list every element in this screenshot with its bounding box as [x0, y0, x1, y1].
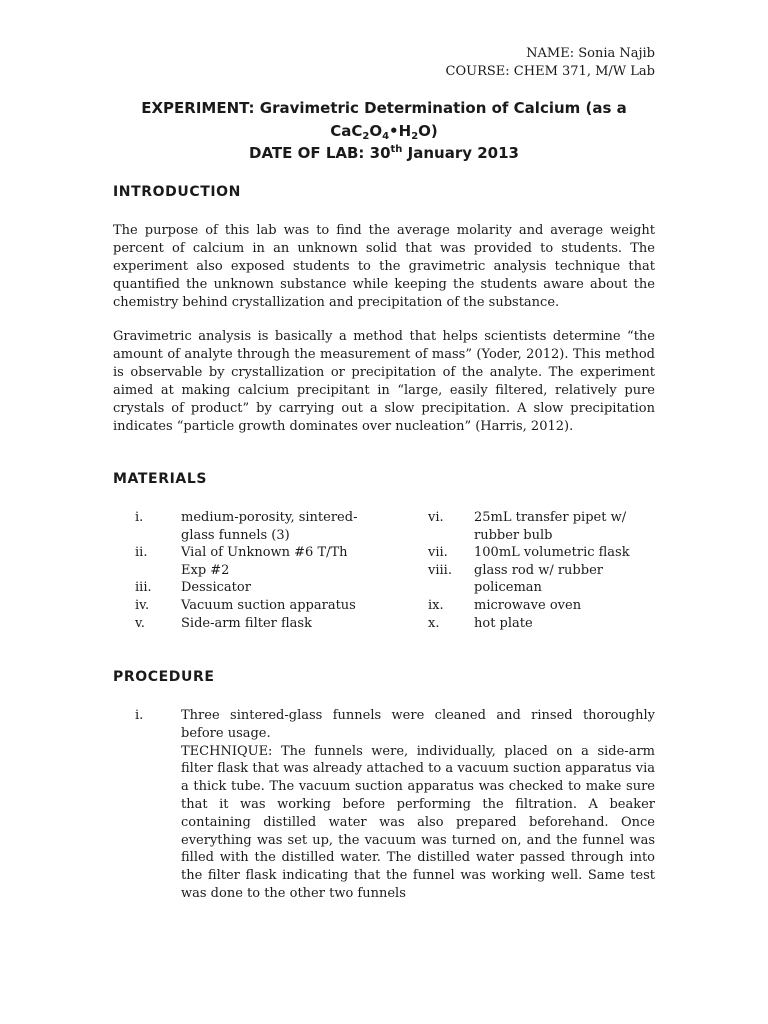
list-text: Exp #2	[181, 563, 230, 578]
list-item	[135, 544, 375, 564]
formula-subscript: 2	[411, 131, 419, 142]
list-item	[428, 597, 658, 617]
formula-part: O)	[418, 122, 438, 140]
list-number: ii.	[135, 545, 148, 560]
date-ordinal: th	[390, 144, 403, 155]
formula-subscript: 4	[382, 131, 390, 142]
list-text: policeman	[474, 580, 542, 595]
procedure-technique-text: TECHNIQUE: The funnels were, individually, placed on a side-arm filter flask that was already attached to a vacuum suction apparatus via a thick tube. The vacuum suction apparatus was checked to make sure that it was working before performing the filtration. A beaker containing distilled water was also prepared beforehand. Once everything was set up, the vacuum was turned on, and the funnel was filled with the distilled water. The distilled water passed through into the filter flask indicating that the funnel was working well. Same test was done to the other two funnels	[181, 743, 655, 901]
materials-heading: MATERIALS	[113, 471, 208, 487]
course-info: COURSE: CHEM 371, M/W Lab	[445, 64, 655, 79]
list-text: medium-porosity, sintered-	[181, 510, 358, 525]
list-text: hot plate	[474, 616, 533, 631]
list-item-continuation	[428, 579, 658, 599]
list-text: glass funnels (3)	[181, 528, 290, 543]
lab-date	[110, 142, 658, 164]
procedure-step-number: i.	[135, 708, 144, 723]
list-item	[428, 509, 658, 529]
experiment-title-line	[110, 97, 658, 119]
date-prefix: DATE OF LAB: 30	[249, 144, 391, 162]
introduction-paragraph-2: Gravimetric analysis is basically a method that helps scientists determine “the amount of analyte through the measurement of mass” (Yoder, 2012). This method is observable by crystallization or precipitation of the analyte. The experiment aimed at making calcium precipitant in “large, easily filtered, relatively pure crystals of product” by carrying out a slow precipitation. A slow precipitation indicates “particle growth dominates over nucleation” (Harris, 2012).	[113, 329, 655, 434]
list-item	[428, 615, 658, 635]
student-name: NAME: Sonia Najib	[526, 46, 655, 61]
list-number: v.	[135, 616, 145, 631]
list-item	[135, 579, 375, 599]
formula-subscript: 2	[362, 131, 370, 142]
formula-part: CaC	[330, 122, 363, 140]
list-text: rubber bulb	[474, 528, 553, 543]
list-number: ix.	[428, 598, 444, 613]
experiment-label: EXPERIMENT:	[141, 99, 255, 117]
list-number: iii.	[135, 580, 152, 595]
chemical-formula	[110, 120, 658, 142]
list-item	[135, 597, 375, 617]
list-item	[135, 615, 375, 635]
procedure-step-text: Three sintered-glass funnels were cleaned and rinsed thoroughly before usage.	[181, 708, 655, 741]
introduction-heading: INTRODUCTION	[113, 184, 241, 200]
list-text: Vial of Unknown #6 T/Th	[181, 545, 348, 560]
list-item	[428, 544, 658, 564]
list-text: Dessicator	[181, 580, 251, 595]
list-text: 25mL transfer pipet w/	[474, 510, 627, 525]
introduction-paragraph-1: The purpose of this lab was to find the average molarity and average weight percent of calcium in an unknown solid that was provided to students. The experiment also exposed students to the gravimetric analysis technique that quantified the unknown substance while keeping the students aware about the chemistry behind crystallization and precipitation of the substance.	[113, 223, 655, 310]
list-text: 100mL volumetric flask	[474, 545, 630, 560]
list-number: x.	[428, 616, 440, 631]
list-text: Vacuum suction apparatus	[181, 598, 356, 613]
list-number: vii.	[428, 545, 448, 560]
formula-part: O	[369, 122, 383, 140]
list-number: i.	[135, 510, 144, 525]
date-suffix: January 2013	[402, 144, 519, 162]
list-number: iv.	[135, 598, 150, 613]
list-text: Side-arm filter flask	[181, 616, 312, 631]
list-text: microwave oven	[474, 598, 582, 613]
experiment-title-text: Gravimetric Determination of Calcium (as a	[254, 99, 627, 117]
formula-part: •H	[389, 122, 412, 140]
list-number: viii.	[428, 563, 452, 578]
list-text: glass rod w/ rubber	[474, 563, 603, 578]
procedure-step	[181, 707, 655, 903]
procedure-heading: PROCEDURE	[113, 669, 215, 685]
list-number: vi.	[428, 510, 444, 525]
list-item	[135, 509, 375, 529]
